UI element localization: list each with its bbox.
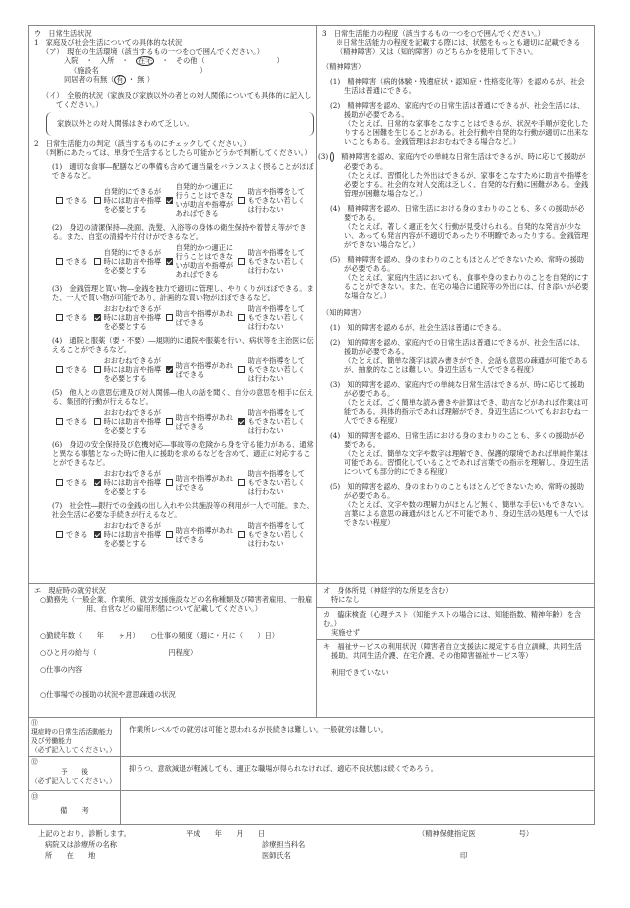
ability-question: (1) 適切な食事―配膳などの準備も含めて適当量をバランスよく摂ることがほぼできるなど。 [52,162,314,180]
checkbox-icon[interactable] [56,366,63,373]
option-label: 助言や指導があればできる [175,360,234,379]
physical-findings-value: 特になし [331,595,360,604]
separator: ・ [125,75,138,84]
checkbox-icon[interactable] [56,197,63,204]
ability-question: (5) 他人との意思伝達及び対人関係―他人の話を聞く、自分の意思を相手に伝える、集団的行動が行えるなど。 [52,388,314,406]
ability-options [56,243,314,279]
seal-mark: 印 [460,851,468,860]
ability-option[interactable] [238,521,306,548]
ability-level[interactable] [322,101,590,146]
option-label: 助言や指導があればできる [175,412,234,431]
physical-findings [316,583,595,608]
living-env-option[interactable]: 在宅 [137,56,153,65]
job-content-field: ○仕事の内容 [40,665,83,674]
subsection-1-title: 1 家庭及び社会生活についての具体的な状況 [34,38,183,47]
level-number: (5) [330,482,341,491]
ability-item [34,388,314,435]
option-label: できる [66,256,88,266]
ability-level-section [318,29,590,527]
option-label: おおむねできるが時には助言や指導を必要とする [103,356,162,383]
salary-field: ○ひと月の給与（ 円程度） [40,648,198,657]
welfare-services [316,639,595,718]
ability-option[interactable] [56,417,90,426]
ability-question: (3) 金銭管理と買い物―金銭を独力で適切に管理し、やりくりがほぼできる。また、一人で買い物が可能であり、計画的な買い物がほぼできるなど。 [52,284,314,302]
option-label: 自発的にできるが時には助言や指導を必要とする [103,247,162,275]
checkbox-icon[interactable] [238,197,245,204]
doctor-name-label: 医師氏名 [262,851,291,860]
ability-option[interactable] [56,530,90,539]
ability-option[interactable] [238,469,306,496]
intel-levels [322,323,590,527]
prognosis-value: 抑うつ、意欲減退が軽減しても、適正な職場が得られなければ、適応不良状態は続くであろう。 [129,764,438,773]
checkbox-icon[interactable] [238,531,245,538]
checked-checkbox-icon[interactable] [238,418,245,425]
ability-items [34,162,314,548]
checkbox-icon[interactable] [94,418,101,425]
checkbox-icon[interactable] [94,366,101,373]
living-env-option[interactable]: 入所 [99,56,115,65]
option-label: できる [66,478,88,487]
option-label: 助言や指導があればできる [175,473,234,492]
living-env-option[interactable]: 入院 [64,56,79,65]
mental-levels [318,77,590,300]
ability-option[interactable] [166,474,234,492]
ability-options [56,408,314,435]
cohabitant-label: 同居者の有無（ [64,75,115,84]
checkbox-icon[interactable] [56,479,63,486]
option-label: できる [66,313,88,322]
intel-label: （知的障害） [322,308,366,317]
level-number: (4) [330,431,341,440]
checkbox-icon[interactable] [166,479,173,486]
checkbox-icon[interactable] [238,479,245,486]
ability-question: (6) 身辺の安全保持及び危機対応―事故等の危険から身を守る能力がある、通常と異なる事態となった時に他人に援助を求めるなどを含めて、適正に対応することができるなど。 [52,440,314,467]
row-number: ⑪ [31,719,38,727]
separator: ・ [114,56,136,65]
ability-item [34,223,314,279]
option-label: 助言や指導があればできる [175,308,234,327]
ability-item [34,162,314,218]
option-label: おおむねできるが時には助言や指導を必要とする [103,469,162,496]
row-number: ⑬ [31,792,39,801]
ability-level[interactable] [322,204,590,249]
clinical-tests-value: 実施せず [331,628,360,637]
ability-level[interactable] [322,482,590,527]
row-work-ability [28,717,595,757]
designated-doctor-number: （精神保健指定医 号） [418,829,534,838]
level-text: 精神障害を認め、日常生活における身のまわりのことも、多くの援助が必要である。 （たとえば、著しく適正を欠く行動が見受けられる。自発的な発言が少ない、あっても発言内容が不適切であったり不明瞭であったりする。金銭管理ができない場合など。） [344,204,589,249]
section-title: キ 福祉サービスの利用状況（障害者自立支援法に規定する自立訓練、共同生活援助、共同生活介護、在宅介護、その他障害福祉サービス等） [323,642,582,660]
mental-label: （精神障害） [322,62,366,71]
work-ability-value: 作業所レベルでの就労は可能と思われるが長続きは難しい。一般就労は難しい。 [129,725,388,734]
ability-option[interactable] [56,478,90,487]
checkbox-icon[interactable] [238,366,245,373]
ability-option[interactable] [166,413,234,431]
separator: ・ [78,56,100,65]
option-label: 助言や指導をしてもできない若しくは行わない [247,408,306,435]
ability-option[interactable] [94,304,162,331]
level-number: (2) [330,338,341,347]
ability-option[interactable] [238,248,306,275]
level-number: (3) [330,380,341,389]
cohabitant-option[interactable]: 無 [137,75,145,84]
section-title: 3 日常生活能力の程度（該当するもの一つを○で囲んでください。） [322,29,545,38]
checkbox-icon[interactable] [56,531,63,538]
column-divider [316,25,317,583]
row-prognosis [28,756,595,791]
option-label: 助言や指導があればできる [175,525,234,544]
general-status-heading: （イ） 全般的状況（家族及び家族以外の者との対人関係についても具体的に記入してください。） [42,91,312,109]
section-title: エ 現症時の就労状況 [34,586,106,595]
ability-option[interactable] [166,309,234,327]
ability-options [56,356,314,383]
ability-item [34,336,314,383]
checkbox-icon[interactable] [166,531,173,538]
cohabitant-option[interactable]: 有 [116,75,124,84]
level-text: 知的障害を認め、日常生活における身のまわりのことも、多くの援助が必要である。 （たとえば、簡単な文字や数字は理解でき、保護的環境であれば単純作業は可能である。習慣化していることであれば言葉での指示を理解し、身辺生活についても部分的にできる程度） [344,431,589,476]
level-text: 精神障害（病的体験・残遺症状・認知症・性格変化等）を認めるが、社会生活は普通にできる。 [340,77,585,95]
checkbox-icon[interactable] [56,418,63,425]
daily-life-section [34,29,314,548]
ability-option[interactable] [238,304,306,331]
section-title: カ 臨床検査（心理テスト（知能テストの場合には、知能指数、精神年齢）を含む。） [323,610,582,628]
level-text: 知的障害を認めるが、社会生活は普通にできる。 [340,323,506,332]
ability-level[interactable] [322,338,590,374]
ability-option[interactable] [238,408,306,435]
ability-question: (7) 社会性―銀行での金銭の出し入れや公共施設等の利用が一人で可能。また、社会生活に必要な手続きが行えるなど。 [52,501,314,519]
checked-checkbox-icon[interactable] [94,531,101,538]
welfare-services-value: 利用できていない [331,668,389,677]
option-label: 助言や指導をしてもできない若しくは行わない [247,356,306,383]
option-label: できる [66,195,88,205]
living-env-options [34,56,314,66]
option-label: おおむねできるが時には助言や指導を必要とする [103,521,162,548]
diagnosis-statement: 上記のとおり、診断します。 [38,829,131,838]
ability-option[interactable] [56,365,90,374]
ability-option[interactable] [94,356,162,383]
section-note: ※日常生活能力の程度を記載する際には、状態をもっとも適切に記載できる（精神障害）又は（知的障害）のどちらかを使用して下さい。 [336,38,581,56]
level-number: (4) [330,204,341,213]
row-label: 予 後 [60,767,89,776]
option-label: 自発的かつ適正に行うことはできないが助言や指導があればできる [175,182,234,218]
ability-question: (2) 身辺の清潔保持―洗面、洗髪、入浴等の身体の衛生保持や着替え等ができる。また、自室の清掃や片付けができるなど。 [52,223,307,241]
option-label: 助言や指導をしてもできない若しくは行わない [247,469,306,496]
general-status-box [46,112,314,136]
ability-option[interactable] [94,469,162,496]
separator: ） [144,75,154,84]
checkbox-icon[interactable] [166,314,173,321]
option-label: 助言や指導をしてもできない若しくは行わない [247,247,306,275]
ability-option[interactable] [238,356,306,383]
ability-options [56,182,314,218]
ability-option[interactable] [56,196,90,205]
option-label: できる [66,417,88,426]
option-label: 助言や指導をしてもできない若しくは行わない [247,304,306,331]
option-label: 自発的にできるが時には助言や指導を必要とする [103,186,162,214]
level-number: (5) [330,255,341,264]
ability-item [34,501,314,548]
checkbox-icon[interactable] [94,258,101,265]
option-label: できる [66,365,88,374]
row-number: ⑫ [31,758,38,766]
hospital-name-label: 病院又は診療所の名称 [45,840,117,849]
ability-option[interactable] [94,187,162,214]
level-text: 知的障害を認め、身のまわりのこともほとんどできないため、常時の援助が必要である。 （たとえば、文字や数の理解力がほとんど無く、簡単な手伝いもできない。言葉による意思の疎通がほとんど不可能であり、身辺生活の処理も一人ではできない程度） [344,482,589,527]
ability-item [34,440,314,496]
ability-question: (4) 通院と服薬（要・不要）―規則的に通院や服薬を行い、病状等を主治医に伝えることができるなど。 [52,336,314,354]
ability-option[interactable] [56,257,90,266]
checkbox-icon[interactable] [94,197,101,204]
ability-level[interactable] [322,431,590,476]
row-remarks [28,790,595,825]
living-env-heading: （ア） 現在の生活環境（該当するもの一つを○で囲んでください。） [42,47,264,56]
checked-checkbox-icon[interactable] [166,366,173,373]
section-title: ウ 日常生活状況 [34,29,92,38]
level-text: 精神障害を認め、身のまわりのこともほとんどできないため、常時の援助が必要である。 （たとえば、家庭内生活においても、食事や身のまわりのことを自発的にすることができない。また、在宅の場合に通院等の外出には、付き添いが必要な場合など。） [344,255,589,300]
separator: ・ [154,56,176,65]
ability-level[interactable] [322,380,590,425]
clinical-tests [316,607,595,640]
ability-level[interactable] [322,77,590,95]
level-number: (1) [330,323,341,332]
years-field: ○勤続年数（ 年 ヶ月） ○仕事の頻度（週に・月に（ ）日） [40,631,279,640]
cohabitant-options [34,75,314,85]
ability-options [56,521,314,548]
address-label: 所 在 地 [45,851,96,860]
row-note: （必ず記入してください。） [31,777,116,785]
checked-checkbox-icon[interactable] [94,479,101,486]
subsection-2-title: 2 日常生活能力の判定（該当するものにチェックしてください。） [34,139,251,148]
ability-item [34,284,314,331]
checkbox-icon[interactable] [56,314,63,321]
option-label: おおむねできるが時には助言や指導を必要とする [103,408,162,435]
ability-level[interactable] [318,152,590,198]
workplace-support-field: ○仕事場での援助の状況や意思疎通の状況 [40,690,176,699]
ability-option[interactable] [166,526,234,544]
level-number: (3) [330,152,334,162]
ability-option[interactable] [166,361,234,379]
ability-options [56,304,314,331]
option-label: できる [66,530,88,539]
living-env-option[interactable]: その他（ ） [175,56,284,65]
level-number: (2) [330,101,341,110]
checkbox-icon[interactable] [238,314,245,321]
option-label: おおむねできるが時には助言や指導を必要とする [103,304,162,331]
row-label: 備 考 [60,806,89,815]
ability-option[interactable] [94,521,162,548]
employer-field: ○勤務先（一般企業、作業所、就労支援施設などの名称種類及び障害者雇用、一般雇用、自営などの雇用形態について記載してください。） [40,595,313,613]
department-label: 診療担当科名 [262,840,306,849]
row-note: （必ず記入してください。） [31,746,116,754]
employment-section [34,586,314,699]
option-label: 自発的かつ適正に行うことはできないが助言や指導があればできる [175,243,234,279]
ability-option[interactable] [94,248,162,275]
ability-option[interactable] [238,187,306,214]
ability-option[interactable] [166,182,234,218]
diagnosis-date: 平成 年 月 日 [186,829,266,838]
general-status-text: 家族以外との対人関係はきわめて乏しい。 [57,119,194,128]
level-number: (1) [330,77,341,86]
row-label: 現症時の日常生活活動能力及び労働能力 [31,728,113,745]
checked-checkbox-icon[interactable] [94,314,101,321]
level-text: 精神障害を認め、家庭内での日常生活は普通にできるが、社会生活には、援助が必要である。 （たとえば、日常的な家事をこなすことはできるが、状況や手順が変化したりすると困難を生じることがある。社会行動や自発的な行動が適切に出来ないこともある。金銭管理はおおむねできる場合など。） [344,101,589,146]
ability-option[interactable] [56,313,90,322]
ability-level[interactable] [322,255,590,300]
checkbox-icon[interactable] [56,258,63,265]
checkbox-icon[interactable] [238,258,245,265]
option-label: 助言や指導をしてもできない若しくは行わない [247,186,306,214]
section-title: オ 身体所見（神経学的な所見を含む） [323,586,453,595]
ability-options [56,469,314,496]
level-text: 知的障害を認め、家庭内での単純な日常生活はできるが、時に応じて援助が必要である。 （たとえば、ごく簡単な読み書きや計算はでき、助言などがあれば作業は可能である。具体的指示であれば理解ができ、身辺生活についてもおおむね一人でできる程度） [344,380,589,425]
option-label: 助言や指導をしてもできない若しくは行わない [247,521,306,548]
ability-level[interactable] [322,323,590,332]
subsection-2-note: （判断にあたっては、単身で生活するとしたら可能かどうかで判断してください。） [42,148,312,157]
checked-checkbox-icon[interactable] [166,258,173,265]
level-text: 知的障害を認め、家庭内での日常生活は普通にできるが、社会生活には、援助が必要である。 （たとえば、簡単な漢字は読み書きができ、会話も意思の疎通が可能であるが、抽象的なことは難しい。身辺生活も一人でできる程度） [344,338,589,374]
ability-option[interactable] [166,243,234,279]
level-text: 精神障害を認め、家庭内での単純な日常生活はできるが、時に応じて援助が必要である。 （たとえば、習慣化した外出はできるが、家事をこなすために助言や指導を必要とする。社会的な対人交流は乏しく、自発的な行動に困難がある。金銭管理が困難な場合など。） [341,152,589,198]
checked-checkbox-icon[interactable] [166,197,173,204]
facility-name: （施設名 ） [70,66,207,75]
checkbox-icon[interactable] [166,418,173,425]
ability-option[interactable] [94,408,162,435]
